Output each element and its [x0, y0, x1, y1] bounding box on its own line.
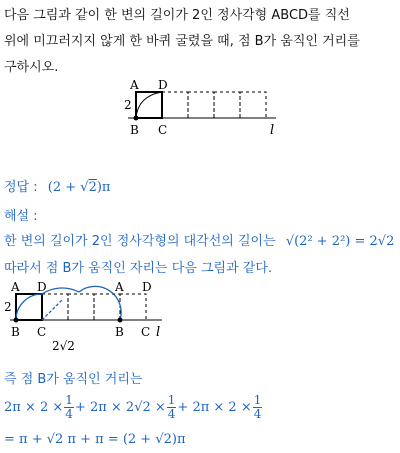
fig2-label-a2: A	[115, 280, 124, 294]
fig2-label-diag: 2√2	[52, 339, 75, 353]
rolling-path-figure	[2, 276, 182, 358]
explanation-label: 해설 :	[4, 209, 38, 224]
fig2-label-side: 2	[4, 300, 12, 314]
explanation-line-2: 따라서 점 B가 움직인 자리는 다음 그림과 같다.	[4, 261, 273, 276]
label-b: B	[130, 123, 139, 137]
problem-line-1: 다음 그림과 같이 한 변의 길이가 2인 정사각형 ABCD를 직선	[4, 8, 350, 23]
dashed-squares	[162, 92, 266, 118]
result-equation-2: = π + √2 π + π = (2 + √2)π	[4, 432, 186, 447]
fig2-label-d2: D	[142, 280, 152, 294]
problem-line-3: 구하시오.	[4, 60, 59, 75]
fig2-label-c: C	[37, 325, 47, 339]
answer-label: 정답 :	[4, 180, 38, 195]
label-a: A	[130, 78, 139, 92]
square-abcd	[136, 92, 162, 118]
answer-line	[4, 176, 110, 195]
label-side: 2	[124, 98, 132, 112]
fig2-label-b: B	[11, 325, 20, 339]
result-equation-1: 2π × 2 × $\frac{1}{4}$ + 2π × 2√2 × $\frac{1}{4}$ + 2π × 2 × $\frac{1}{4}$	[4, 393, 262, 421]
square-rolling-figure	[118, 74, 288, 142]
label-line: l	[270, 123, 275, 138]
fig2-label-b2: B	[115, 325, 124, 339]
fig2-label-a: A	[11, 280, 20, 294]
fig2-label-line: l	[156, 325, 161, 340]
fig2-label-d: D	[37, 280, 47, 294]
explanation-line-1: 한 변의 길이가 2인 정사각형의 대각선의 길이는 √(2² + 2²) = 2√2	[4, 234, 395, 249]
answer-value: (2 + √2)π	[47, 180, 111, 195]
fig2-label-c2: C	[141, 325, 151, 339]
label-d: D	[158, 78, 168, 92]
label-c: C	[158, 123, 168, 137]
problem-line-2: 위에 미끄러지지 않게 한 바퀴 굴렸을 때, 점 B가 움직인 거리를	[4, 34, 360, 49]
result-line-1: 즉 점 B가 움직인 거리는	[4, 372, 143, 387]
path-of-b	[16, 286, 121, 320]
